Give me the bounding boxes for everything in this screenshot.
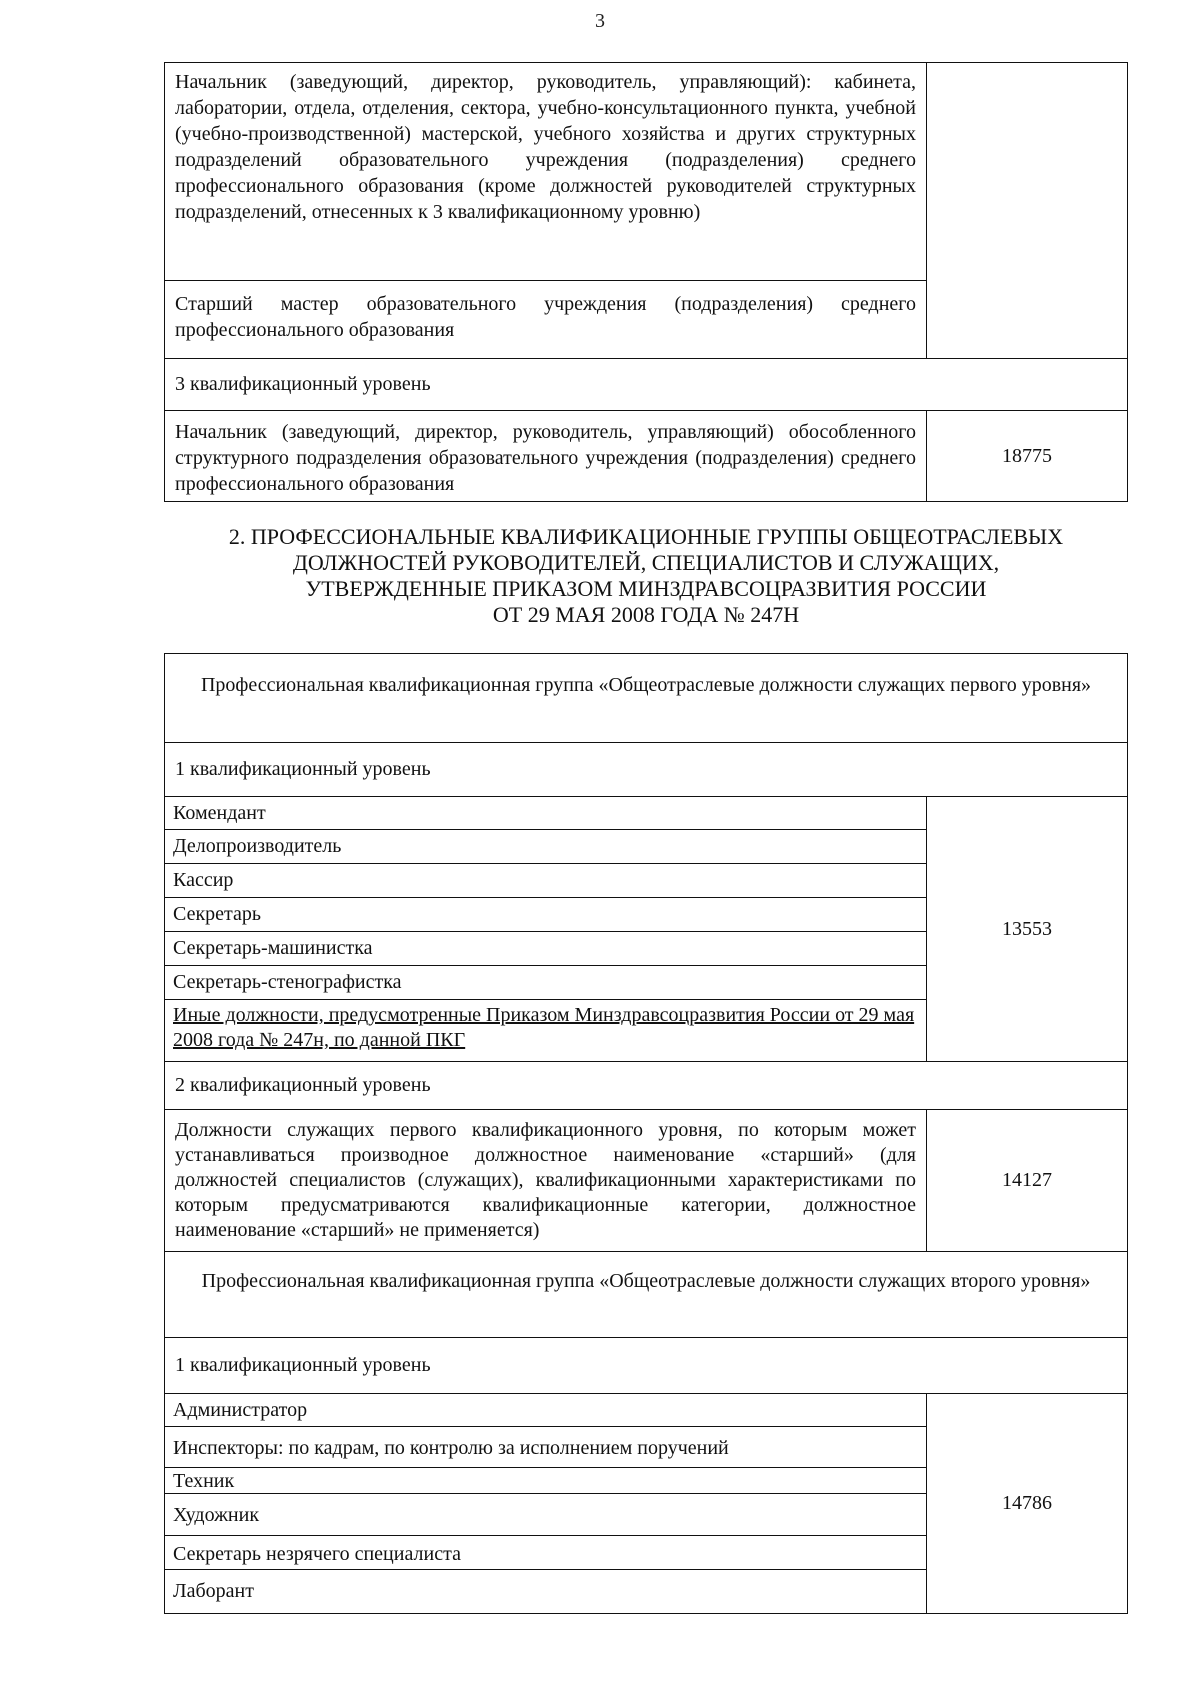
position-item: Техник <box>165 1468 926 1494</box>
group2-level1-value: 14786 <box>1002 1492 1052 1514</box>
group2-title: Профессиональная квалификационная группа «Общеотраслевые должности служащих второго уровня» <box>201 1270 1091 1292</box>
group1-level1-label: 1 квалификационный уровень <box>175 758 431 780</box>
section2-heading-line-1: 2. ПРОФЕССИОНАЛЬНЫЕ КВАЛИФИКАЦИОННЫЕ ГРУППЫ ОБЩЕОТРАСЛЕВЫХ <box>228 524 1064 549</box>
top-table-level3-value: 18775 <box>1002 444 1052 467</box>
group2-level1-positions <box>165 1394 927 1613</box>
position-item: Художник <box>165 1494 926 1536</box>
top-table-row-senior-master: Старший мастер образовательного учреждения (подразделения) среднего профессионального образования <box>175 293 916 341</box>
position-item: Администратор <box>165 1394 926 1427</box>
position-item: Секретарь-стенографистка <box>165 966 926 1000</box>
top-table <box>164 62 1128 502</box>
position-item-other: Иные должности, предусмотренные Приказом Минздравсоцразвития России от 29 мая 2008 года № 247н, по данной ПКГ <box>173 1004 915 1051</box>
group1-level2-row <box>164 1110 1128 1252</box>
position-item: Делопроизводитель <box>165 830 926 864</box>
position-item: Лаборант <box>173 1580 254 1602</box>
top-table-level3-row <box>164 359 1128 411</box>
top-table-value <box>927 63 1127 358</box>
group1-title-row <box>164 653 1128 743</box>
group1-level1-value: 13553 <box>1002 917 1052 940</box>
section2-heading-line-3: УТВЕРЖДЕННЫЕ ПРИКАЗОМ МИНЗДРАВСОЦРАЗВИТИЯ РОССИИ <box>305 576 987 601</box>
top-table-level3-position-row <box>164 411 1128 502</box>
group1-level1-positions <box>165 797 927 1061</box>
top-table-row-head: Начальник (заведующий, директор, руководитель, управляющий): кабинета, лаборатории, отдела, отделения, сектора, учебно-консультационного пункта, учебной (учебно-производственной) мастерской, учебного хозяйства и других структурных подразделений образовательного учреждения (подразделения) среднего профессионального образования (кроме должностей руководителей структурных подразделений, отнесенных к 3 квалификационному уровню) <box>165 63 926 281</box>
top-table-block <box>164 62 1128 359</box>
group2-title-row <box>164 1252 1128 1338</box>
main-table <box>164 653 1128 1614</box>
position-item: Кассир <box>165 864 926 898</box>
group2-level1-label-row <box>164 1338 1128 1394</box>
section2-heading-line-2: ДОЛЖНОСТЕЙ РУКОВОДИТЕЛЕЙ, СПЕЦИАЛИСТОВ И СЛУЖАЩИХ, <box>292 550 1000 575</box>
position-item: Секретарь незрячего специалиста <box>165 1536 926 1570</box>
section2-heading <box>164 524 1128 628</box>
group2-level1-label: 1 квалификационный уровень <box>175 1354 431 1376</box>
page-number: 3 <box>595 10 605 32</box>
group1-level1-block <box>164 797 1128 1062</box>
group1-level2-value: 14127 <box>1002 1169 1052 1191</box>
group1-level2-label-row <box>164 1062 1128 1110</box>
section2-heading-line-4: ОТ 29 МАЯ 2008 ГОДА № 247Н <box>492 602 800 627</box>
top-table-level3-label: 3 квалификационный уровень <box>175 373 431 395</box>
top-table-level3-text: Начальник (заведующий, директор, руководитель, управляющий) обособленного структурного подразделения образовательного учреждения (подразделения) среднего профессионального образования <box>165 411 927 501</box>
group1-level1-label-row <box>164 743 1128 797</box>
group2-level1-block <box>164 1394 1128 1614</box>
position-item: Инспекторы: по кадрам, по контролю за исполнением поручений <box>165 1427 926 1468</box>
position-item: Секретарь <box>165 898 926 932</box>
position-item: Комендант <box>165 797 926 830</box>
group1-level2-label: 2 квалификационный уровень <box>175 1074 431 1096</box>
position-item: Секретарь-машинистка <box>165 932 926 966</box>
top-table-left <box>165 63 927 358</box>
group1-level2-text: Должности служащих первого квалификационного уровня, по которым может устанавливаться производное должностное наименование «старший» (для должностей специалистов (служащих), квалификационными характеристиками по которым предусматриваются квалификационные категории, должностное наименование «старший» не применяется) <box>165 1110 927 1251</box>
group1-title: Профессиональная квалификационная группа «Общеотраслевые должности служащих первого уровня» <box>200 674 1092 696</box>
